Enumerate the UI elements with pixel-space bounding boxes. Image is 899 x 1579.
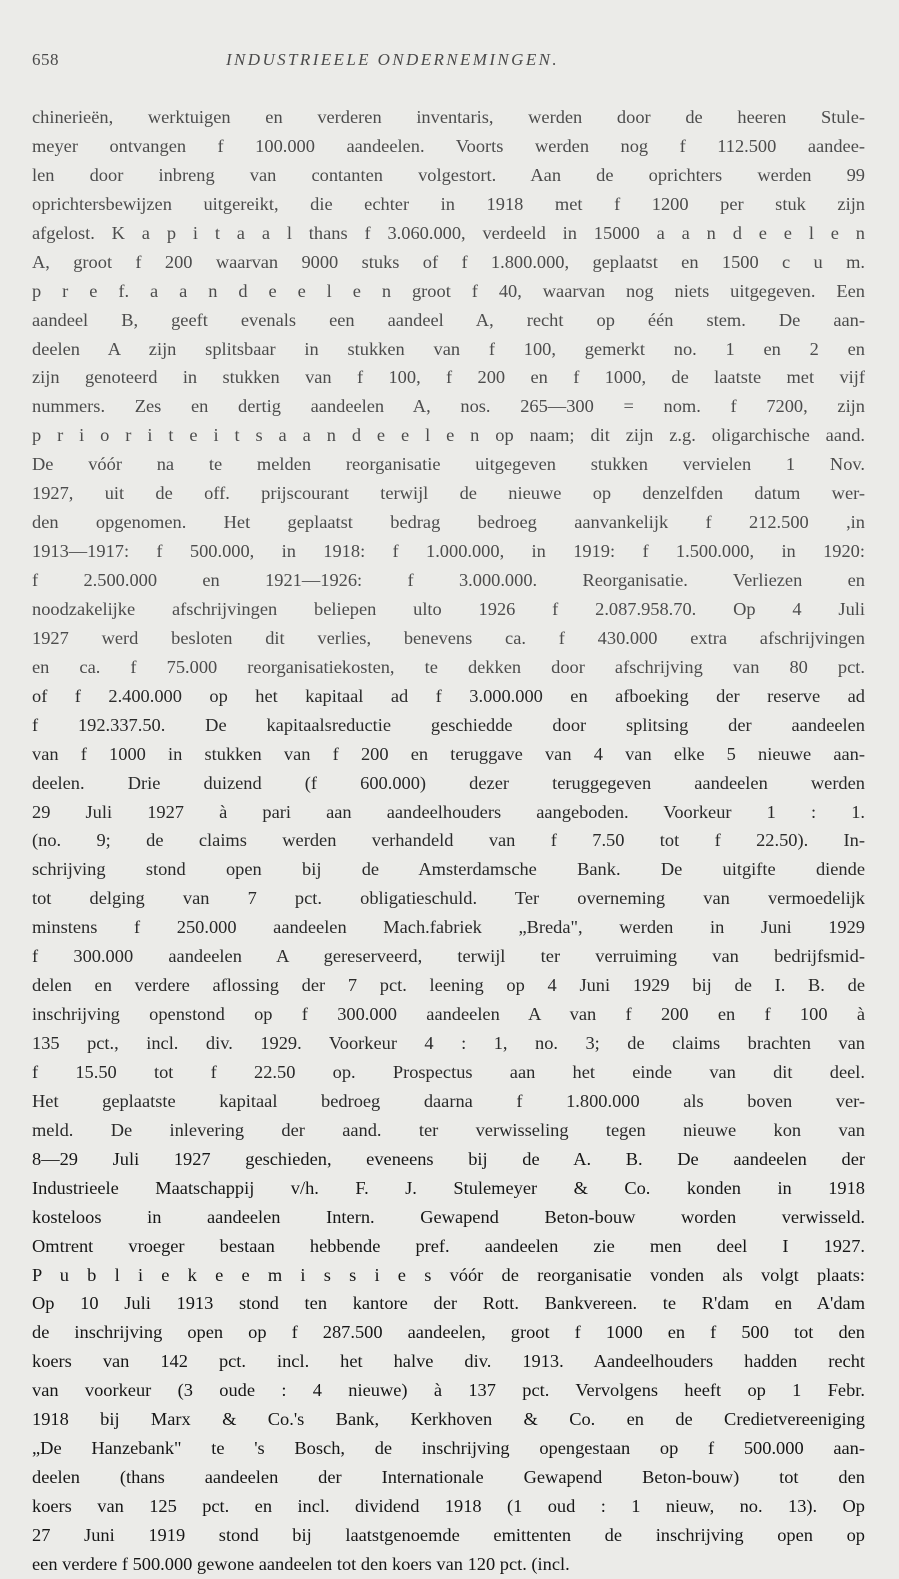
text-line: De vóór na te melden reorganisatie uitgegeven stukken vervielen 1 Nov. xyxy=(32,454,865,475)
text-line: Omtrent vroeger bestaan hebbende pref. aandeelen zie men deel I 1927. xyxy=(32,1235,865,1256)
text-line: aandeel B, geeft evenals een aandeel A, recht op één stem. De aan- xyxy=(32,309,865,330)
text-line: van f 1000 in stukken van f 200 en teruggave van 4 van elke 5 nieuwe aan- xyxy=(32,743,865,764)
text-line: kosteloos in aandeelen Intern. Gewapend Beton-bouw worden verwisseld. xyxy=(32,1206,865,1227)
text-line: en ca. f 75.000 reorganisatiekosten, te dekken door afschrijving van 80 pct. xyxy=(32,656,865,677)
page-header xyxy=(32,50,865,80)
text-line: 27 Juni 1919 stond bij laatstgenoemde emittenten de inschrijving open op xyxy=(32,1524,865,1545)
page-number: 658 xyxy=(32,50,59,69)
text-line: 135 pct., incl. div. 1929. Voorkeur 4 : 1, no. 3; de claims brachten van xyxy=(32,1033,865,1053)
text-line: p r e f. a a n d e e l e n groot f 40, waarvan nog niets uitgegeven. Een xyxy=(32,280,865,301)
text-line: 1918 bij Marx & Co.'s Bank, Kerkhoven & Co. en de Credietvereeniging xyxy=(32,1409,865,1430)
text-line: een verdere f 500.000 gewone aandeelen tot den koers van 120 pct. (incl. xyxy=(32,1553,570,1574)
text-line: 29 Juli 1927 à pari aan aandeelhouders aangeboden. Voorkeur 1 : 1. xyxy=(32,801,865,822)
text-line: f 300.000 aandeelen A gereserveerd, terwijl ter verruiming van bedrijfsmid- xyxy=(32,946,865,967)
text-line: minstens f 250.000 aandeelen Mach.fabriek „Breda", werden in Juni 1929 xyxy=(32,917,865,938)
text-line: deelen A zijn splitsbaar in stukken van f 100, gemerkt no. 1 en 2 en xyxy=(32,338,865,359)
text-line: 1927 werd besloten dit verlies, benevens ca. f 430.000 extra afschrijvingen xyxy=(32,627,865,648)
text-line: van voorkeur (3 oude : 4 nieuwe) à 137 pct. Vervolgens heeft op 1 Febr. xyxy=(32,1380,865,1401)
text-line: meld. De inlevering der aand. ter verwisseling tegen nieuwe kon van xyxy=(32,1119,865,1140)
text-line: chinerieën, werktuigen en verderen inventaris, werden door de heeren Stule- xyxy=(32,107,865,127)
running-title: INDUSTRIEELE ONDERNEMINGEN. xyxy=(226,50,560,69)
text-line: deelen. Drie duizend (f 600.000) dezer teruggegeven aandeelen werden xyxy=(32,772,865,793)
text-line: koers van 125 pct. en incl. dividend 1918 (1 oud : 1 nieuw, no. 13). Op xyxy=(32,1496,865,1516)
text-line: 1927, uit de off. prijscourant terwijl de nieuwe op denzelfden datum wer- xyxy=(32,483,865,504)
text-line: tot delging van 7 pct. obligatieschuld. Ter overneming van vermoedelijk xyxy=(32,888,865,909)
text-line: 8—29 Juli 1927 geschieden, eveneens bij de A. B. De aandeelen der xyxy=(32,1148,865,1169)
text-line: meyer ontvangen f 100.000 aandeelen. Voorts werden nog f 112.500 aandee- xyxy=(32,135,865,156)
text-line: f 15.50 tot f 22.50 op. Prospectus aan het einde van dit deel. xyxy=(32,1061,865,1082)
text-line: Industrieele Maatschappij v/h. F. J. Stulemeyer & Co. konden in 1918 xyxy=(32,1177,865,1198)
text-line: Op 10 Juli 1913 stond ten kantore der Rott. Bankvereen. te R'dam en A'dam xyxy=(32,1293,865,1314)
text-line: Het geplaatste kapitaal bedroeg daarna f 1.800.000 als boven ver- xyxy=(32,1090,865,1111)
text-line: koers van 142 pct. incl. het halve div. 1913. Aandeelhouders hadden recht xyxy=(32,1351,865,1372)
text-line: p r i o r i t e i t s a a n d e e l e n op naam; dit zijn z.g. oligarchische aand. xyxy=(32,425,865,446)
text-line: nummers. Zes en dertig aandeelen A, nos. 265—300 = nom. f 7200, zijn xyxy=(32,396,865,417)
text-line: of f 2.400.000 op het kapitaal ad f 3.000.000 en afboeking der reserve ad xyxy=(32,685,865,706)
text-line: inschrijving openstond op f 300.000 aandeelen A van f 200 en f 100 à xyxy=(32,1004,865,1025)
text-line: de inschrijving open op f 287.500 aandeelen, groot f 1000 en f 500 tot den xyxy=(32,1322,865,1343)
text-line: noodzakelijke afschrijvingen beliepen ulto 1926 f 2.087.958.70. Op 4 Juli xyxy=(32,598,865,619)
text-line: schrijving stond open bij de Amsterdamsche Bank. De uitgifte diende xyxy=(32,859,865,880)
text-line: zijn genoteerd in stukken van f 100, f 200 en f 1000, de laatste met vijf xyxy=(32,367,865,388)
text-line: 1913—1917: f 500.000, in 1918: f 1.000.000, in 1919: f 1.500.000, in 1920: xyxy=(32,541,865,562)
body-text xyxy=(32,103,865,1579)
text-line: f 192.337.50. De kapitaalsreductie geschiedde door splitsing der aandeelen xyxy=(32,714,865,735)
text-line: „De Hanzebank" te 's Bosch, de inschrijving opengestaan op f 500.000 aan- xyxy=(32,1438,865,1459)
text-line: len door inbreng van contanten volgestort. Aan de oprichters werden 99 xyxy=(32,164,865,185)
text-line: f 2.500.000 en 1921—1926: f 3.000.000. Reorganisatie. Verliezen en xyxy=(32,570,865,590)
text-line: afgelost. K a p i t a a l thans f 3.060.000, verdeeld in 15000 a a n d e e l e n xyxy=(32,222,865,243)
text-line: deelen (thans aandeelen der Internationale Gewapend Beton-bouw) tot den xyxy=(32,1467,865,1488)
text-line: oprichtersbewijzen uitgereikt, die echter in 1918 met f 1200 per stuk zijn xyxy=(32,193,865,214)
text-line: P u b l i e k e e m i s s i e s vóór de reorganisatie vonden als volgt plaats: xyxy=(32,1264,865,1285)
text-line: den opgenomen. Het geplaatst bedrag bedroeg aanvankelijk f 212.500 ,in xyxy=(32,512,865,533)
text-line: A, groot f 200 waarvan 9000 stuks of f 1.800.000, geplaatst en 1500 c u m. xyxy=(32,251,865,272)
text-line: delen en verdere aflossing der 7 pct. leening op 4 Juni 1929 bij de I. B. de xyxy=(32,975,865,996)
text-line: (no. 9; de claims werden verhandeld van f 7.50 tot f 22.50). In- xyxy=(32,830,865,851)
